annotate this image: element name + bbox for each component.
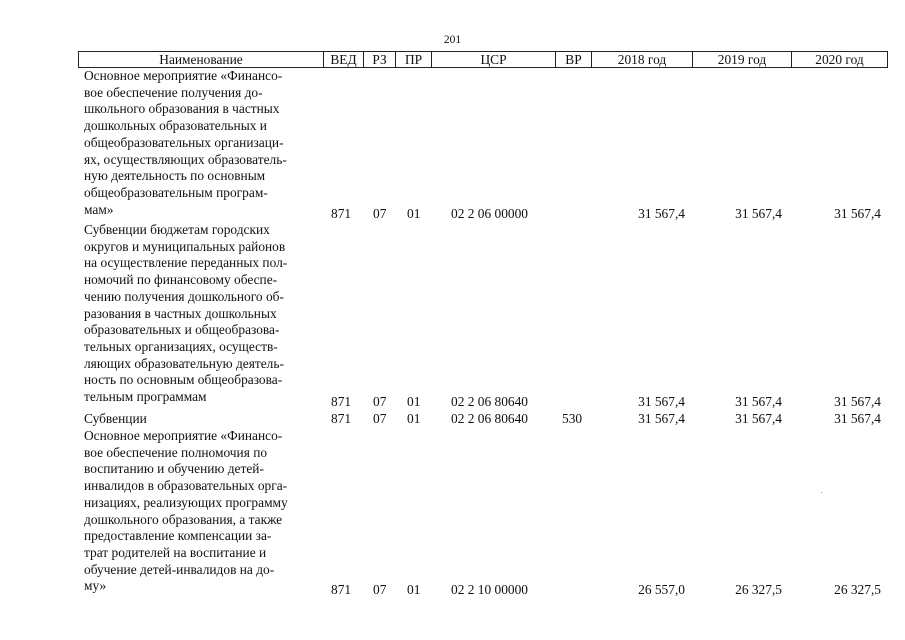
cell-ved: 871 <box>331 206 352 221</box>
cell-2020: 31 567,4 <box>834 206 881 221</box>
cell-2020: 31 567,4 <box>834 394 881 409</box>
table-row-name: Субвенции бюджетам городских округов и муниципальных районов на осуществление переданных пол- номочий по финансовому обеспе- чению получения дошкольного об- разования в частных дошкольных образовательных и общеобразова- тельных организациях, осуществ- ляющих образовательную деятель- ность по основным общеобразова- тельным программам <box>84 222 288 405</box>
cell-2019: 31 567,4 <box>735 394 782 409</box>
cell-pr: 01 <box>407 582 421 597</box>
table-row-name: Основное мероприятие «Финансо- вое обеспечение полномочия по воспитанию и обучению детей- инвалидов в образовательных орга- низациях, реализующих программу дошкольного образования, а также предоставление компенсации за- трат родителей на воспитание и обучение детей-инвалидов на до- му» <box>84 428 288 594</box>
cell-2019: 31 567,4 <box>735 206 782 221</box>
cell-2019: 31 567,4 <box>735 411 782 426</box>
cell-2018: 31 567,4 <box>638 206 685 221</box>
cell-2020: 31 567,4 <box>834 411 881 426</box>
cell-pr: 01 <box>407 411 421 426</box>
cell-csr: 02 2 10 00000 <box>451 582 528 597</box>
table-row-name: Субвенции <box>84 411 147 426</box>
cell-csr: 02 2 06 80640 <box>451 411 528 426</box>
cell-ved: 871 <box>331 411 352 426</box>
table-row-name: Основное мероприятие «Финансо- вое обеспечение получения до- школьного образования в частных дошкольных образовательных и общеобразовательных организаци- ях, осуществляющих образователь- ную деятельность по основным общеобразовательным програм- мам» <box>84 68 287 217</box>
cell-2018: 31 567,4 <box>638 411 685 426</box>
header-2018: 2018 год <box>592 52 693 67</box>
header-2020: 2020 год <box>815 52 864 67</box>
cell-rz: 07 <box>373 394 387 409</box>
header-name: Наименование <box>79 52 324 67</box>
cell-2019: 26 327,5 <box>735 582 782 597</box>
cell-rz: 07 <box>373 582 387 597</box>
cell-2018: 26 557,0 <box>638 582 685 597</box>
cell-ved: 871 <box>331 582 352 597</box>
cell-csr: 02 2 06 00000 <box>451 206 528 221</box>
header-2019: 2019 год <box>693 52 792 67</box>
cell-rz: 07 <box>373 411 387 426</box>
cell-pr: 01 <box>407 394 421 409</box>
header-rz: РЗ <box>364 52 396 67</box>
scan-speck <box>821 492 822 493</box>
cell-csr: 02 2 06 80640 <box>451 394 528 409</box>
header-csr: ЦСР <box>432 52 556 67</box>
cell-2018: 31 567,4 <box>638 394 685 409</box>
table-header <box>78 51 888 68</box>
cell-rz: 07 <box>373 206 387 221</box>
page-number: 201 <box>443 34 462 46</box>
header-vr: ВР <box>556 52 592 67</box>
cell-pr: 01 <box>407 206 421 221</box>
header-ved: ВЕД <box>324 52 364 67</box>
cell-ved: 871 <box>331 394 352 409</box>
header-pr: ПР <box>396 52 432 67</box>
cell-2020: 26 327,5 <box>834 582 881 597</box>
cell-vr: 530 <box>562 411 583 426</box>
